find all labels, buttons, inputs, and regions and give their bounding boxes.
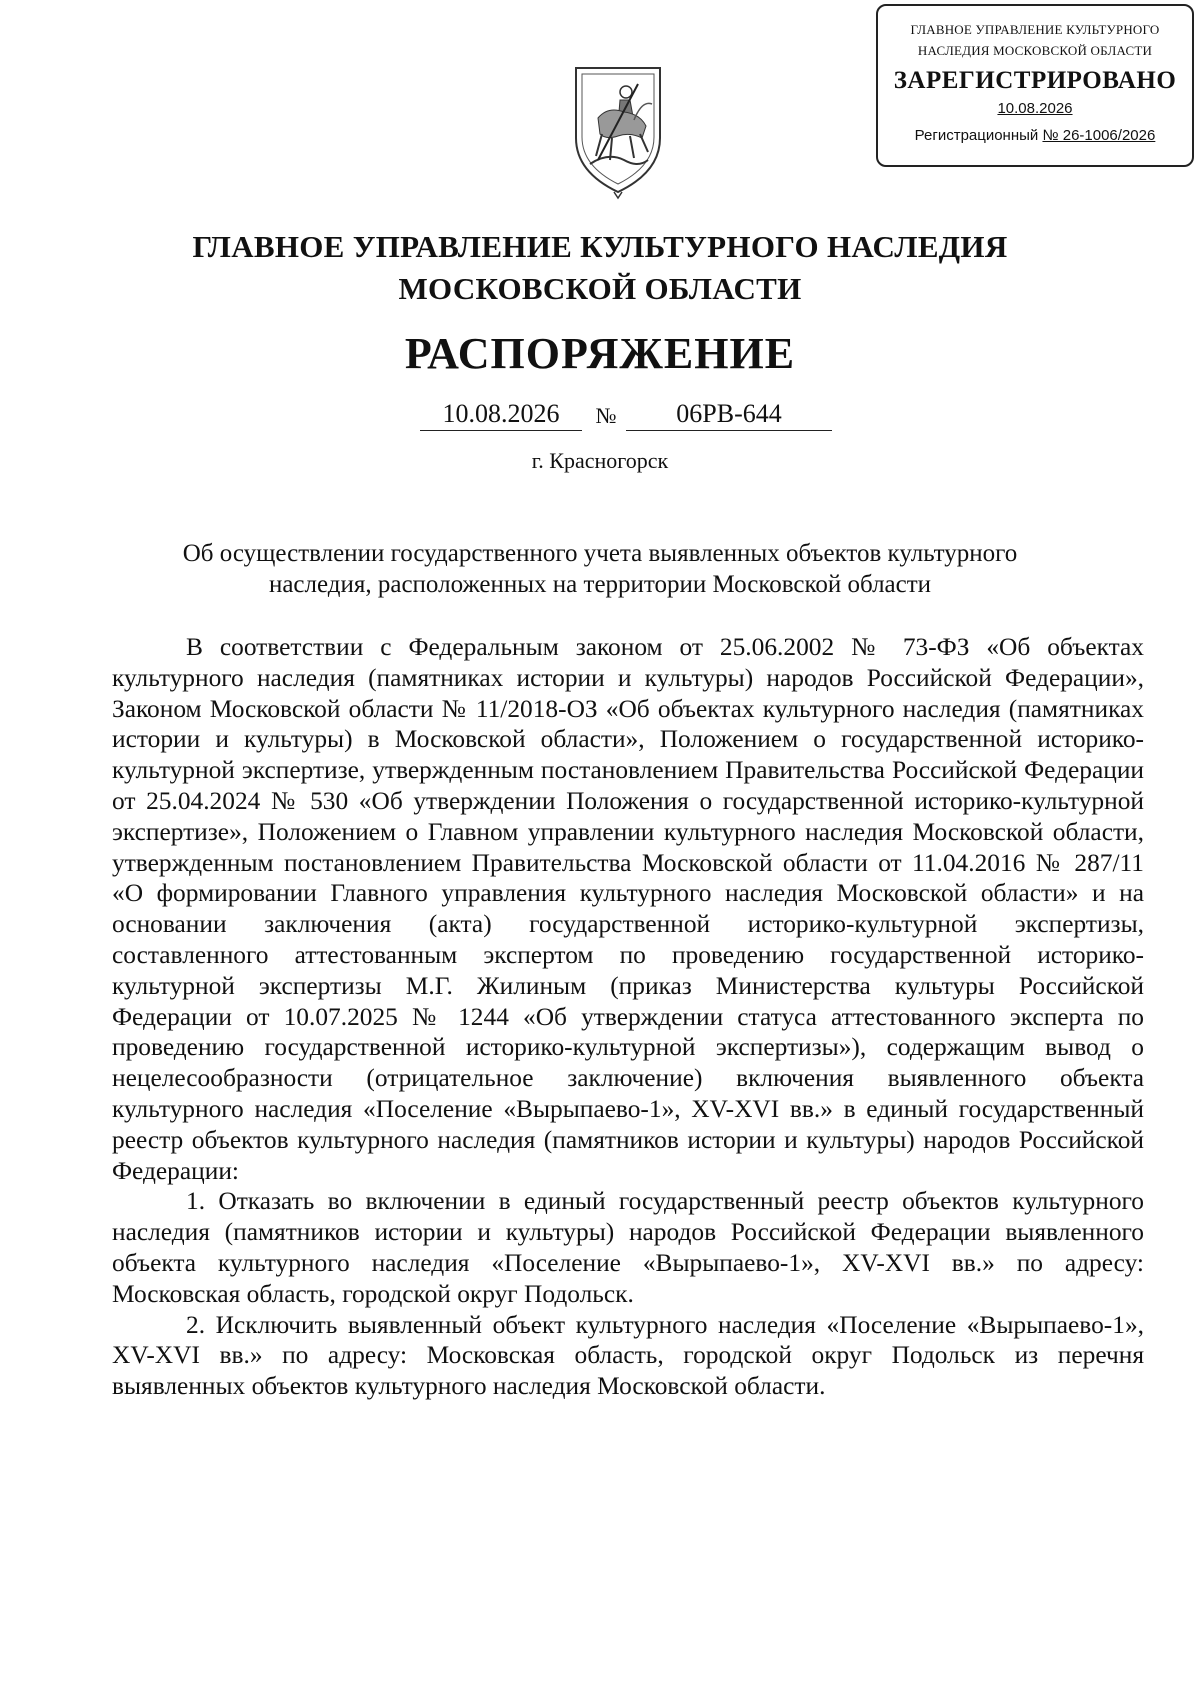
document-subject-line1: Об осуществлении государственного учета выявленных объектов культурного bbox=[182, 540, 1018, 567]
stamp-status: ЗАРЕГИСТРИРОВАНО bbox=[893, 67, 1177, 94]
organization-title-line1: ГЛАВНОЕ УПРАВЛЕНИЕ КУЛЬТУРНОГО НАСЛЕДИЯ bbox=[192, 229, 1008, 264]
stamp-reg-number: № 26-1006/2026 bbox=[1042, 127, 1156, 144]
document-subject bbox=[150, 538, 1050, 600]
document-number-line bbox=[420, 398, 832, 432]
body-preamble: В соответствии с Федеральным законом от 25.06.2002 № 73-ФЗ «Об объектах культурного наследия (памятниках истории и культуры) народов Российской Федерации», Законом Московской области № 11/2018-ОЗ «Об объектах культурного наследия (памятниках истории и культуры) в Московской области», Положением о государственной историко-культурной экспертизе, утвержденным постановлением Правительства Российской Федерации от 25.04.2024 № 530 «Об утверждении Положения о государственной историко-культурной экспертизе», Положением о Главном управлении культурного наследия Московской области, утвержденным постановлением Правительства Московской области от 11.04.2016 № 287/11 «О формировании Главного управления культурного наследия Московской области» и на основании заключения (акта) государственной историко-культурной экспертизы, составленного аттестованным экспертом по проведению государственной историко-культурной экспертизы М.Г. Жилиным (приказ Министерства культуры Российской Федерации от 10.07.2025 № 1244 «Об утверждении статуса аттестованного эксперта по проведению государственной историко-культурной экспертизы»), содержащим вывод о нецелесообразности (отрицательное заключение) включения выявленного объекта культурного наследия «Поселение «Вырыпаево-1», XV-XVI вв.» в единый государственный реестр объектов культурного наследия (памятников истории и культуры) народов Российской Федерации: bbox=[112, 633, 1144, 1185]
coat-of-arms-icon bbox=[568, 60, 668, 200]
body-item-1: 1. Отказать во включении в единый государственный реестр объектов культурного наследия (памятников истории и культуры) народов Российской Федерации выявленного объекта культурного наследия «Поселение «Вырыпаево-1», XV-XVI вв.» по адресу: Московская область, городской округ Подольск. bbox=[112, 1187, 1144, 1308]
document-type: РАСПОРЯЖЕНИЕ bbox=[404, 329, 796, 378]
stamp-reg-row bbox=[878, 120, 1192, 152]
document-number: 06РВ-644 bbox=[626, 398, 832, 431]
document-body bbox=[112, 632, 1144, 1402]
stamp-org-line2: НАСЛЕДИЯ МОСКОВСКОЙ ОБЛАСТИ bbox=[917, 43, 1153, 58]
registration-stamp bbox=[876, 4, 1194, 167]
stamp-date: 10.08.2026 bbox=[997, 100, 1073, 117]
number-sign: № bbox=[595, 403, 617, 428]
stamp-date-row bbox=[878, 98, 1192, 120]
organization-title-line2: МОСКОВСКОЙ ОБЛАСТИ bbox=[398, 271, 802, 306]
stamp-reg-label: Регистрационный bbox=[914, 127, 1039, 144]
stamp-org-line1: ГЛАВНОЕ УПРАВЛЕНИЕ КУЛЬТУРНОГО bbox=[910, 22, 1160, 37]
organization-title bbox=[0, 226, 1200, 310]
document-subject-line2: наследия, расположенных на территории Московской области bbox=[268, 571, 932, 598]
document-date: 10.08.2026 bbox=[420, 398, 582, 431]
document-city: г. Красногорск bbox=[531, 448, 669, 473]
body-item-2: 2. Исключить выявленный объект культурного наследия «Поселение «Вырыпаево-1», XV-XVI вв.» по адресу: Московская область, городской округ Подольск из перечня выявленных объектов культурного наследия Московской области. bbox=[112, 1310, 1144, 1401]
